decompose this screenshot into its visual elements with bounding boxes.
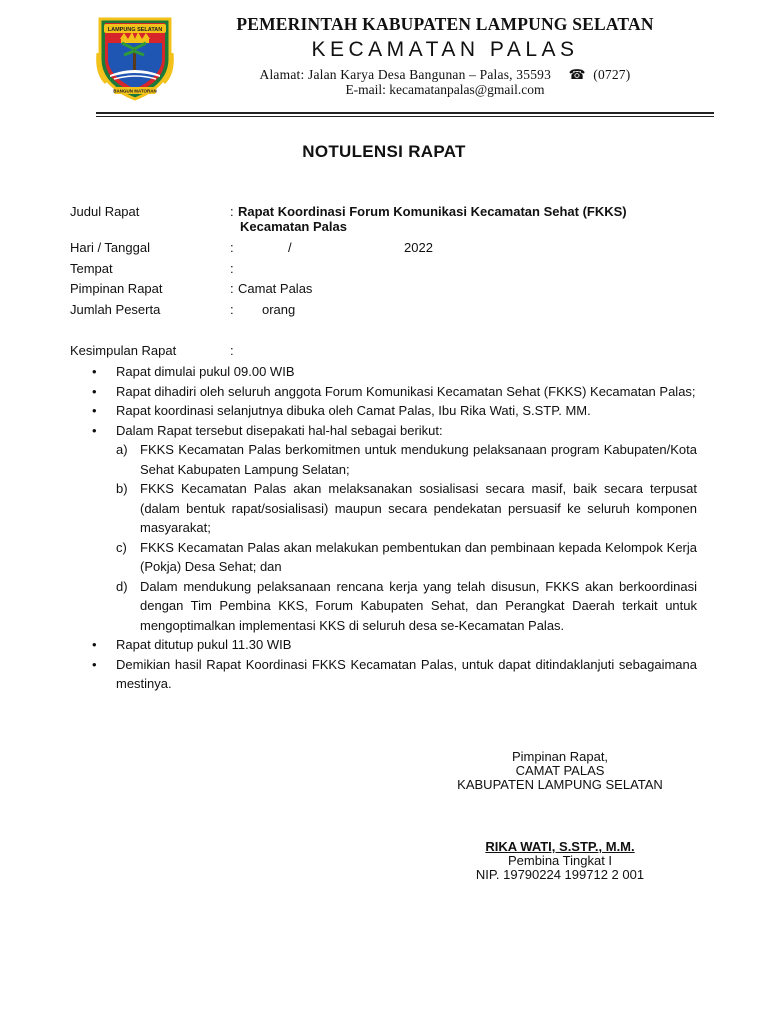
address-text: Alamat: Jalan Karya Desa Bangunan – Palas, 35593 [259, 67, 552, 82]
date-year: 2022 [404, 240, 433, 255]
field-label: Pimpinan Rapat [70, 281, 163, 296]
bullet-icon: • [92, 364, 97, 379]
sub-item-text: Dalam mendukung pelaksanaan rencana kerja yang telah disusun, FKKS akan berkoordinasi dengan Tim Pembina KKS, Forum Kabupaten Sehat, dan Perangkat Daerah terkait untuk mengoptimalkan implementasi KKS di seluruh desa se-Kecamatan Palas. [140, 578, 697, 633]
list-item-text: Rapat dihadiri oleh seluruh anggota Forum Komunikasi Kecamatan Sehat (FKKS) Kecamatan Palas; [116, 383, 696, 399]
sub-list-item [116, 479, 697, 538]
letterhead-rule-thick [96, 112, 714, 114]
date-slash: / [288, 240, 292, 255]
list-item-text: Rapat ditutup pukul 11.30 WIB [116, 637, 292, 652]
sub-item-mark: c) [116, 539, 127, 555]
signatory-name: RIKA WATI, S.STP., M.M. [485, 839, 635, 854]
signature-office: CAMAT PALAS [515, 763, 605, 778]
list-item [92, 655, 697, 694]
list-item [92, 401, 697, 421]
field-value: orang [262, 302, 296, 317]
field-colon: : [230, 204, 234, 219]
signatory-block [440, 840, 680, 882]
sub-item-mark: a) [116, 442, 128, 457]
field-colon: : [230, 261, 234, 276]
signatory-nip: NIP. 19790224 199712 2 001 [475, 867, 645, 882]
sub-item-mark: d) [116, 578, 128, 594]
sub-item-text: FKKS Kecamatan Palas berkomitmen untuk mendukung pelaksanaan program Kabupaten/Kota Sehat Kabupaten Lampung Selatan; [140, 442, 697, 477]
field-label: Jumlah Peserta [70, 302, 161, 317]
sub-list-item [116, 538, 697, 577]
list-item-text: Rapat koordinasi selanjutnya dibuka oleh Camat Palas, Ibu Rika Wati, S.STP. MM. [116, 403, 591, 418]
sub-list-item [116, 577, 697, 636]
list-item [92, 362, 697, 382]
sub-item-text: FKKS Kecamatan Palas akan melaksanakan sosialisasi secara masif, baik secara terpusat (dalam bentuk rapat/sosialisasi) maupun secara pendekatan persuasif ke seluruh komponen masyarakat; [140, 481, 697, 535]
field-colon: : [230, 343, 234, 358]
sub-list [92, 440, 697, 635]
bullet-icon: • [92, 383, 97, 399]
bullet-icon: • [92, 403, 97, 418]
list-item-text: Demikian hasil Rapat Koordinasi FKKS Kecamatan Palas, untuk dapat ditindaklanjuti sebagaimana mestinya. [116, 656, 697, 691]
field-colon: : [230, 302, 234, 317]
field-label: Judul Rapat [70, 204, 140, 219]
logo-top-text: LAMPUNG SELATAN [107, 27, 163, 33]
bullet-icon: • [92, 637, 97, 652]
list-item [92, 421, 697, 441]
field-colon: : [230, 240, 234, 255]
kesimpulan-list [92, 362, 697, 694]
list-item [92, 382, 697, 402]
field-colon: : [230, 281, 234, 296]
district-title: KECAMATAN PALAS [311, 38, 579, 61]
field-value: Camat Palas [238, 281, 313, 296]
phone-text: (0727) [593, 67, 631, 82]
address-line [150, 67, 740, 83]
list-item [92, 635, 697, 655]
logo-bottom-text: BANGUN MATORAN [113, 88, 157, 94]
bullet-icon: • [92, 656, 97, 672]
email-line: E-mail: kecamatanpalas@gmail.com [345, 82, 545, 97]
sub-item-text: FKKS Kecamatan Palas akan melakukan pembentukan dan pembinaan kepada Kelompok Kerja (Pokja) Desa Sehat; dan [140, 539, 697, 574]
field-label: Hari / Tanggal [70, 240, 150, 255]
phone-icon: ☎ [568, 67, 586, 82]
bullet-icon: • [92, 422, 97, 438]
field-label: Tempat [70, 261, 113, 276]
field-label: Kesimpulan Rapat [70, 343, 177, 358]
signature-block [440, 750, 680, 792]
field-value-line2: Kecamatan Palas [240, 219, 347, 234]
sub-list-item [116, 440, 697, 479]
field-value: Rapat Koordinasi Forum Komunikasi Kecamatan Sehat (FKKS) [238, 204, 627, 219]
document-title: NOTULENSI RAPAT [302, 142, 466, 161]
signature-regency: KABUPATEN LAMPUNG SELATAN [457, 777, 663, 792]
letterhead-rule-thin [96, 116, 714, 117]
signatory-rank: Pembina Tingkat I [507, 853, 613, 868]
signature-role: Pimpinan Rapat, [511, 749, 609, 764]
list-item-text: Rapat dimulai pukul 09.00 WIB [116, 364, 295, 379]
list-item-text: Dalam Rapat tersebut disepakati hal-hal sebagai berikut: [116, 422, 443, 438]
government-title: PEMERINTAH KABUPATEN LAMPUNG SELATAN [236, 14, 654, 34]
sub-item-mark: b) [116, 481, 128, 496]
